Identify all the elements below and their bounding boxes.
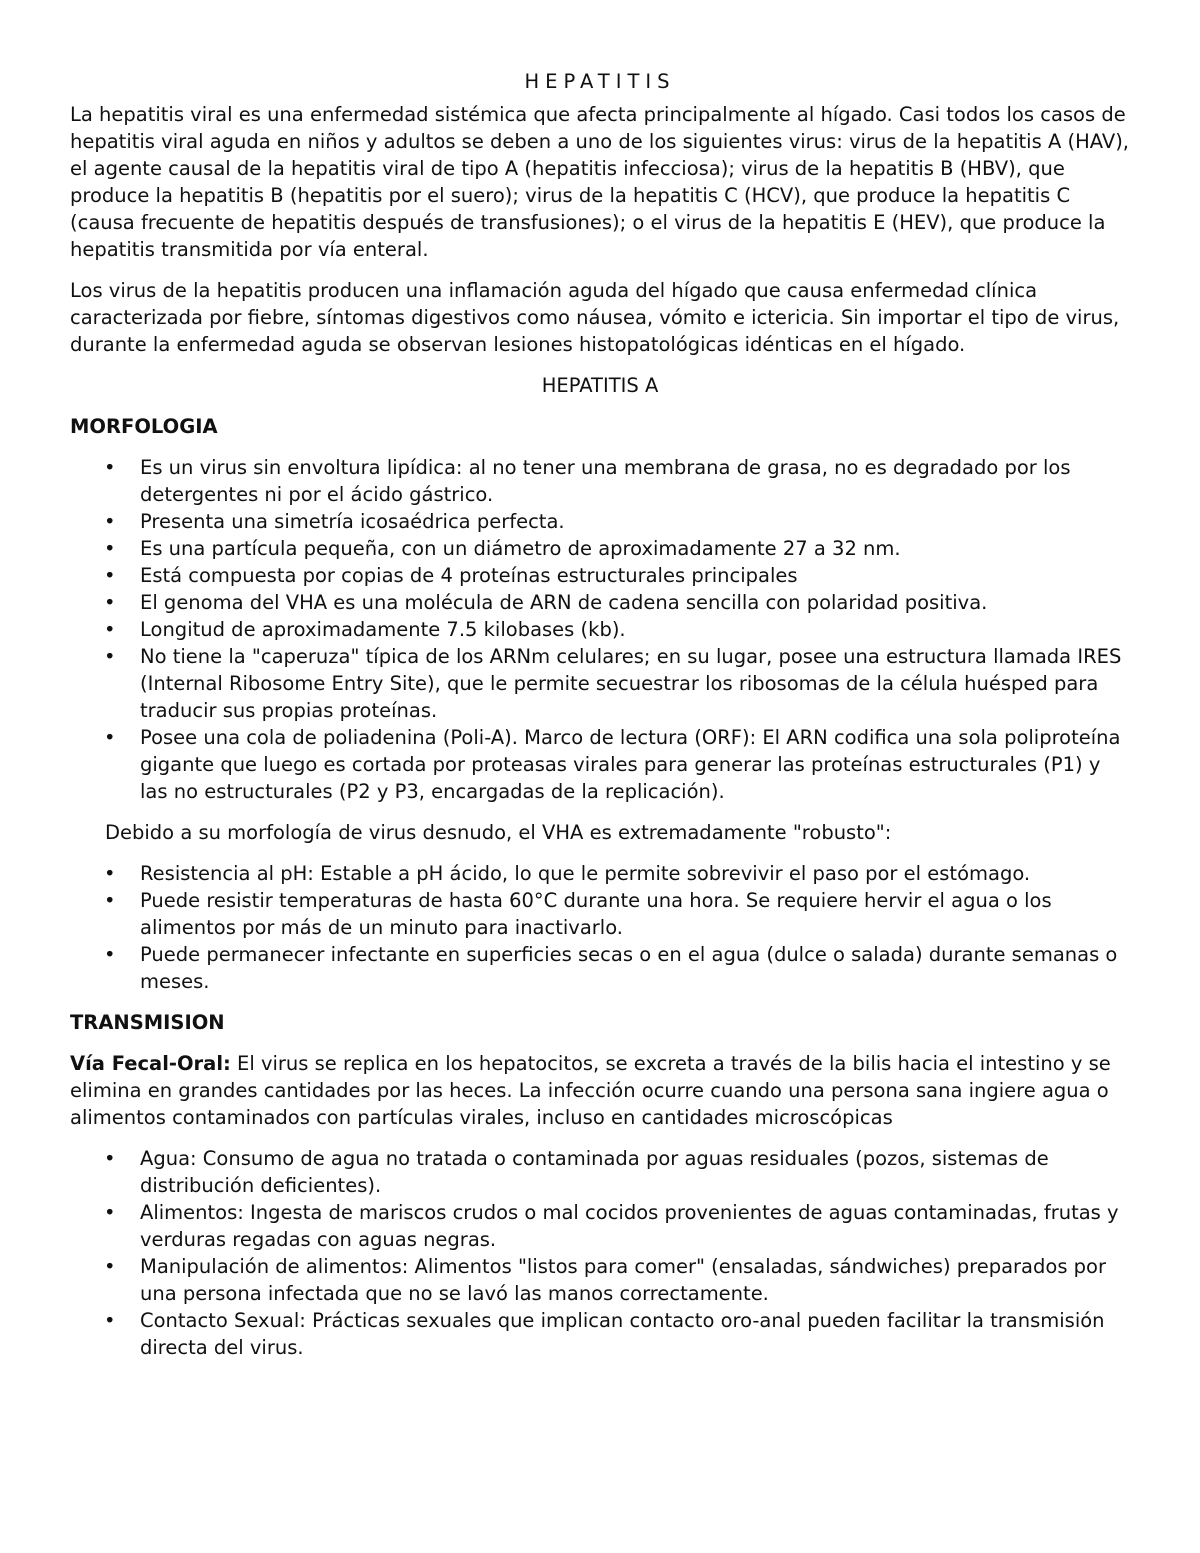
intro-paragraph-1: La hepatitis viral es una enfermedad sistémica que afecta principalmente al hígado. Casi todos los casos de hepatitis viral aguda en niños y adultos se deben a uno de los siguientes virus: virus de la hepatitis A (HAV), el agente causal de la hepatitis viral de tipo A (hepatitis infecciosa); virus de la hepatitis B (HBV), que produce la hepatitis B (hepatitis por el suero); virus de la hepatitis C (HCV), que produce la hepatitis C (causa frecuente de hepatitis después de transfusiones); o el virus de la hepatitis E (HEV), que produce la hepatitis transmitida por vía enteral. bbox=[70, 103, 1130, 261]
bullet-icon: • bbox=[104, 862, 116, 885]
list-item-text: Alimentos: Ingesta de mariscos crudos o mal cocidos provenientes de aguas contaminadas, frutas y verduras regadas con aguas negras. bbox=[140, 1201, 1119, 1251]
list-item bbox=[104, 616, 1130, 643]
robust-intro: Debido a su morfología de virus desnudo, el VHA es extremadamente "robusto": bbox=[105, 821, 892, 844]
list-item-text: Puede resistir temperaturas de hasta 60°C durante una hora. Se requiere hervir el agua o los alimentos por más de un minuto para inactivarlo. bbox=[140, 889, 1052, 939]
bullet-icon: • bbox=[104, 1201, 116, 1224]
list-item-text: Puede permanecer infectante en superficies secas o en el agua (dulce o salada) durante semanas o meses. bbox=[140, 943, 1118, 993]
list-item bbox=[104, 454, 1130, 508]
bullet-icon: • bbox=[104, 726, 116, 749]
bullet-icon: • bbox=[104, 889, 116, 912]
list-item-text: Longitud de aproximadamente 7.5 kilobases (kb). bbox=[140, 618, 626, 641]
bullet-icon: • bbox=[104, 564, 116, 587]
fecal-oral-text: El virus se replica en los hepatocitos, se excreta a través de la bilis hacia el intestino y se elimina en grandes cantidades por las heces. La infección ocurre cuando una persona sana ingiere agua o alimentos contaminados con partículas virales, incluso en cantidades microscópicas bbox=[70, 1052, 1111, 1129]
list-item-text: Resistencia al pH: Estable a pH ácido, lo que le permite sobrevivir el paso por el estómago. bbox=[140, 862, 1031, 885]
bullet-icon: • bbox=[104, 456, 116, 479]
list-item-text: Presenta una simetría icosaédrica perfecta. bbox=[140, 510, 565, 533]
bullet-icon: • bbox=[104, 537, 116, 560]
transmision-paragraph bbox=[70, 1050, 1130, 1131]
transmision-heading: TRANSMISION bbox=[70, 1011, 225, 1034]
intro-paragraph-2: Los virus de la hepatitis producen una inflamación aguda del hígado que causa enfermedad clínica caracterizada por fiebre, síntomas digestivos como náusea, vómito e ictericia. Sin importar el tipo de virus, durante la enfermedad aguda se observan lesiones histopatológicas idénticas en el hígado. bbox=[70, 279, 1120, 356]
list-item-text: Es un virus sin envoltura lipídica: al no tener una membrana de grasa, no es degradado por los detergentes ni por el ácido gástrico. bbox=[140, 456, 1071, 506]
morfologia-heading: MORFOLOGIA bbox=[70, 415, 218, 438]
list-item-text: Es una partícula pequeña, con un diámetro de aproximadamente 27 a 32 nm. bbox=[140, 537, 901, 560]
list-item bbox=[104, 887, 1130, 941]
bullet-icon: • bbox=[104, 618, 116, 641]
list-item bbox=[104, 643, 1130, 724]
robust-list bbox=[70, 860, 1130, 995]
list-item-text: El genoma del VHA es una molécula de ARN de cadena sencilla con polaridad positiva. bbox=[140, 591, 988, 614]
fecal-oral-lead: Vía Fecal-Oral: bbox=[70, 1052, 231, 1075]
list-item bbox=[104, 724, 1130, 805]
list-item bbox=[104, 1253, 1130, 1307]
bullet-icon: • bbox=[104, 591, 116, 614]
list-item-text: Posee una cola de poliadenina (Poli-A). Marco de lectura (ORF): El ARN codifica una sola poliproteína gigante que luego es cortada por proteasas virales para generar las proteínas estructurales (P1) y las no estructurales (P2 y P3, encargadas de la replicación). bbox=[140, 726, 1121, 803]
list-item bbox=[104, 508, 1130, 535]
bullet-icon: • bbox=[104, 943, 116, 966]
list-item bbox=[104, 1145, 1130, 1199]
list-item-text: Contacto Sexual: Prácticas sexuales que implican contacto oro-anal pueden facilitar la transmisión directa del virus. bbox=[140, 1309, 1105, 1359]
list-item bbox=[104, 1307, 1130, 1361]
list-item-text: Manipulación de alimentos: Alimentos "listos para comer" (ensaladas, sándwiches) preparados por una persona infectada que no se lavó las manos correctamente. bbox=[140, 1255, 1107, 1305]
transmision-list bbox=[70, 1145, 1130, 1361]
bullet-icon: • bbox=[104, 645, 116, 668]
list-item-text: No tiene la "caperuza" típica de los ARNm celulares; en su lugar, posee una estructura llamada IRES (Internal Ribosome Entry Site), que le permite secuestrar los ribosomas de la célula huésped para traducir sus propias proteínas. bbox=[140, 645, 1122, 722]
list-item-text: Agua: Consumo de agua no tratada o contaminada por aguas residuales (pozos, sistemas de distribución deficientes). bbox=[140, 1147, 1049, 1197]
list-item bbox=[104, 1199, 1130, 1253]
list-item bbox=[104, 562, 1130, 589]
hepatitis-a-heading: HEPATITIS A bbox=[541, 374, 659, 397]
list-item bbox=[104, 941, 1130, 995]
morfologia-list bbox=[70, 454, 1130, 805]
list-item bbox=[104, 860, 1130, 887]
bullet-icon: • bbox=[104, 1147, 116, 1170]
bullet-icon: • bbox=[104, 1255, 116, 1278]
list-item bbox=[104, 535, 1130, 562]
list-item bbox=[104, 589, 1130, 616]
document-title: HEPATITIS bbox=[524, 70, 676, 93]
list-item-text: Está compuesta por copias de 4 proteínas estructurales principales bbox=[140, 564, 798, 587]
bullet-icon: • bbox=[104, 1309, 116, 1332]
bullet-icon: • bbox=[104, 510, 116, 533]
